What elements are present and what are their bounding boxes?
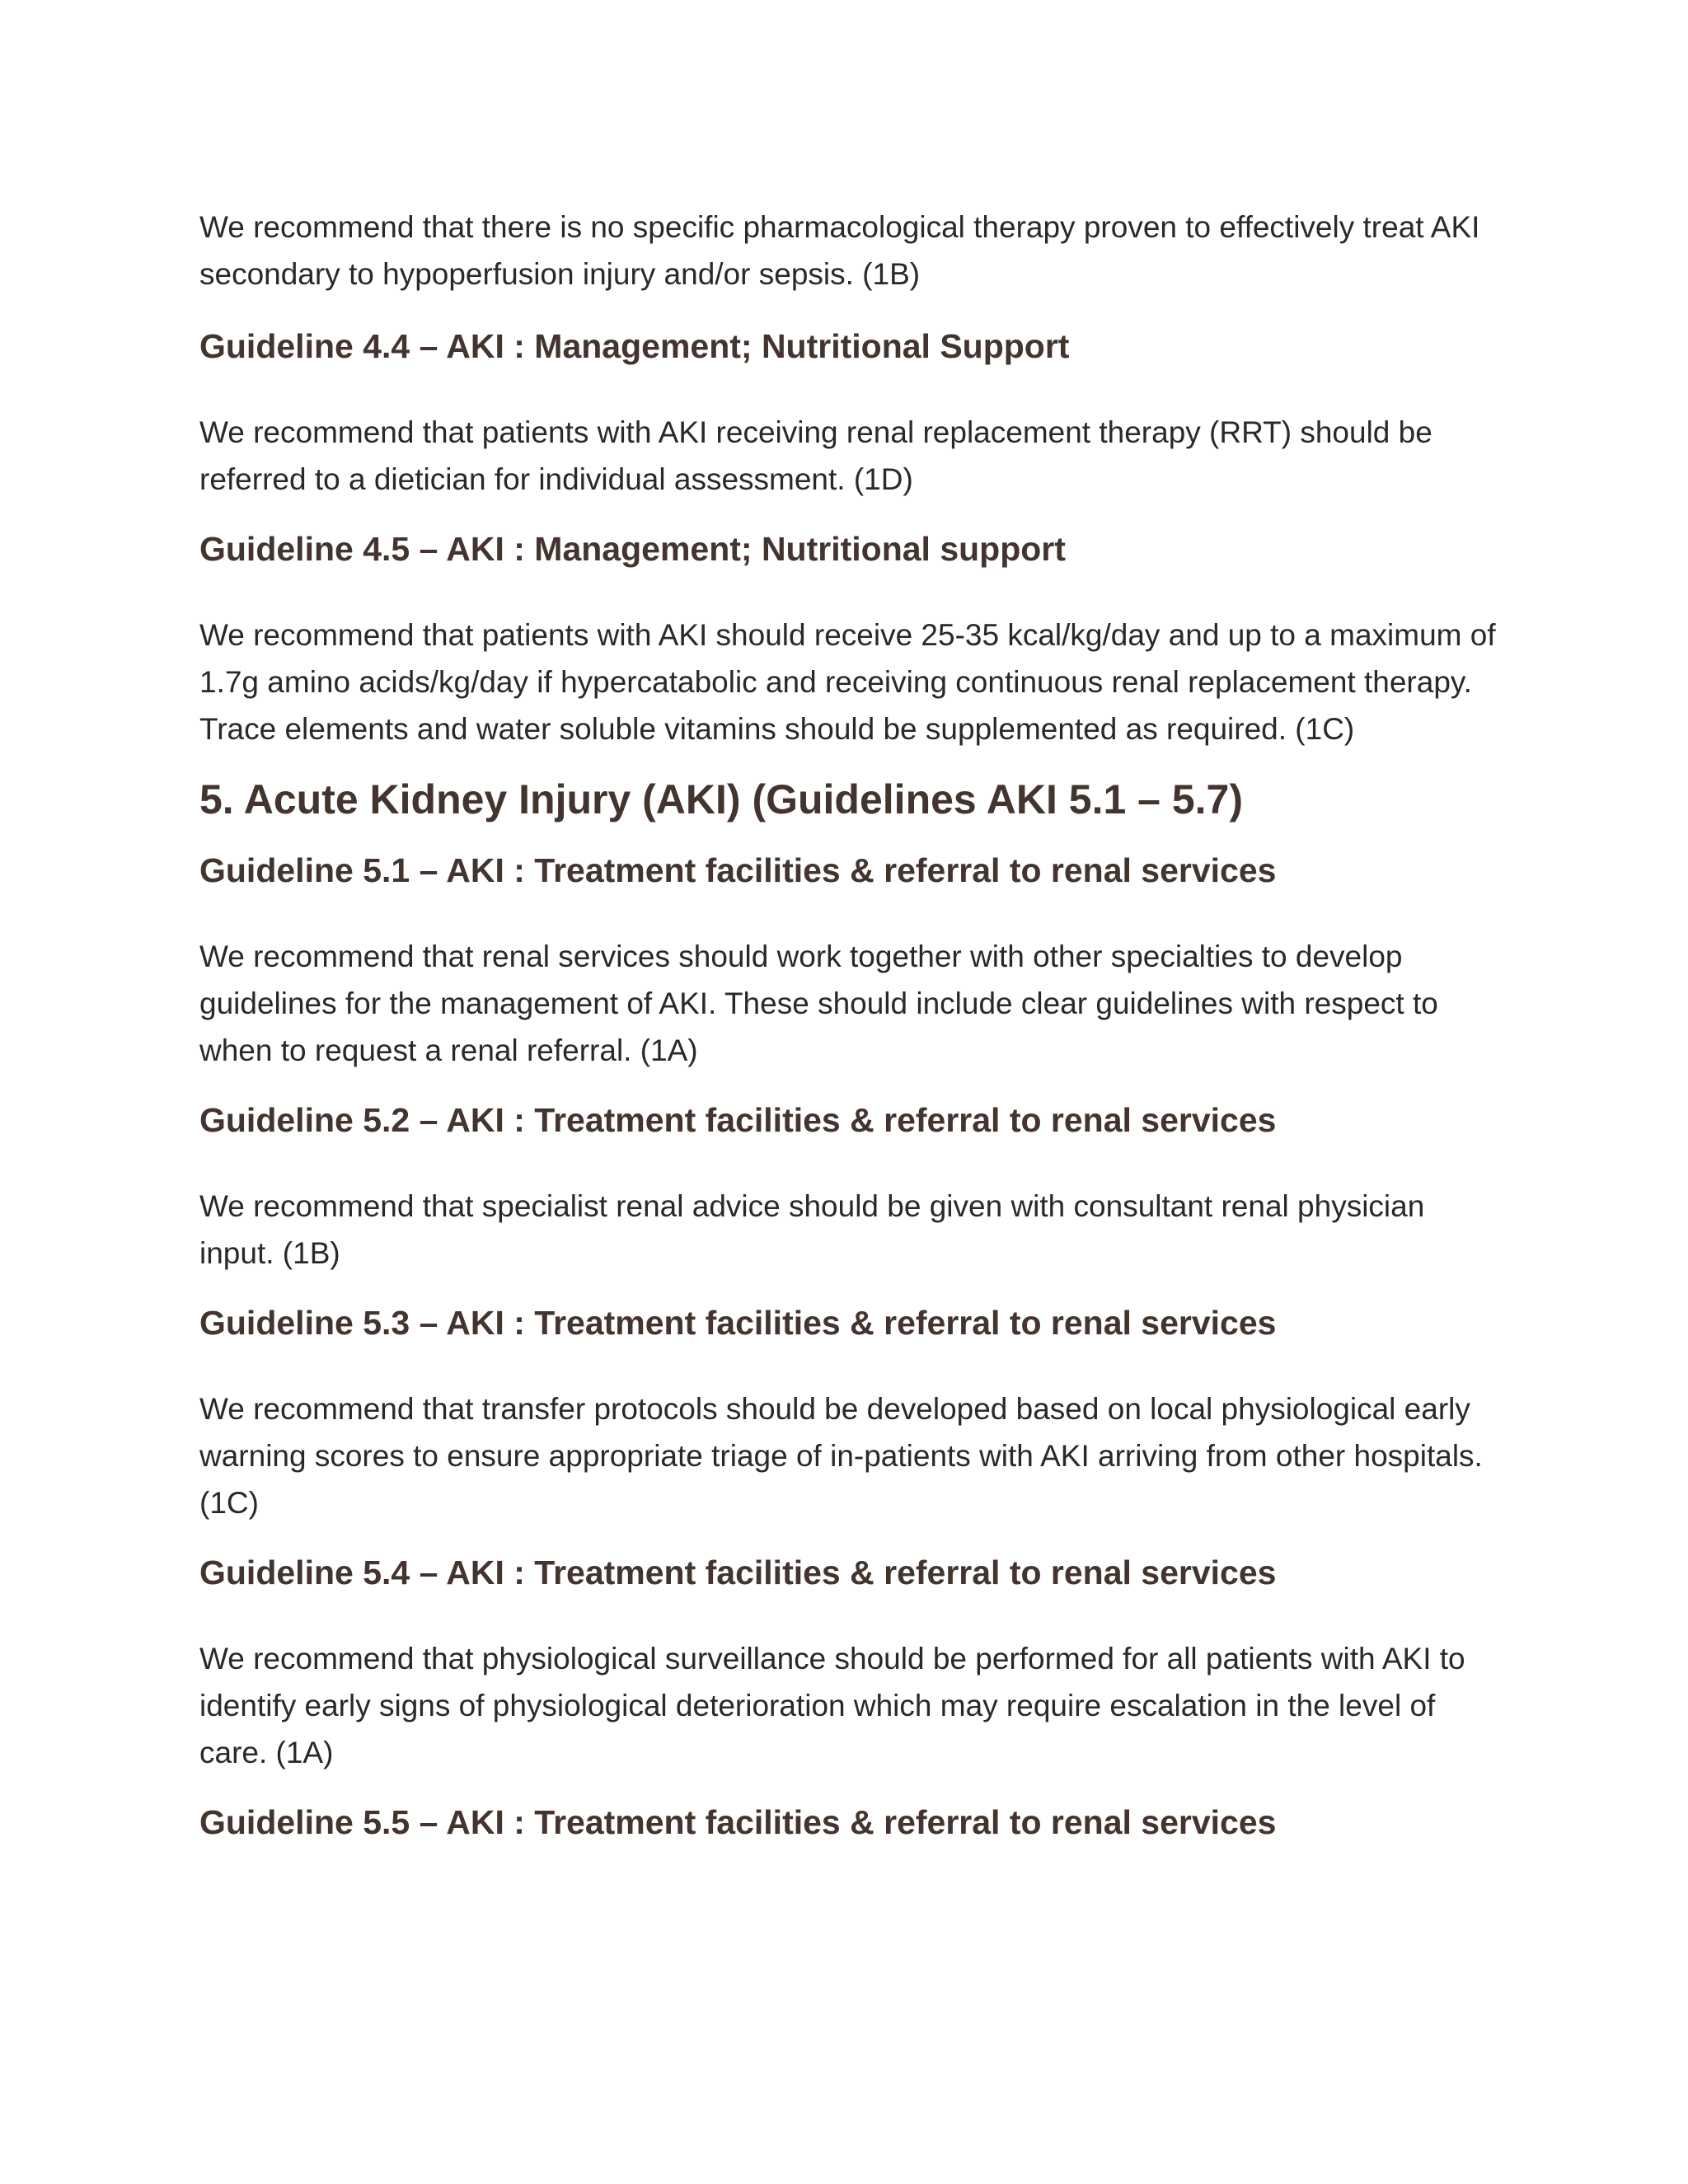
section-5-heading: 5. Acute Kidney Injury (AKI) (Guidelines AKI 5.1 – 5.7) [199, 776, 1244, 823]
guideline-5-2-heading: Guideline 5.2 – AKI : Treatment facilities & referral to renal services [199, 1101, 1277, 1139]
guideline-4-4-heading: Guideline 4.4 – AKI : Management; Nutritional Support [199, 327, 1070, 365]
guideline-4-5-text: We recommend that patients with AKI should receive 25-35 kcal/kg/day and up to a maximum of 1.7g amino acids/kg/day if hypercatabolic and receiving continuous renal replacement therapy. Trace elements and water soluble vitamins should be supplemented as required. (1C) [199, 618, 1496, 746]
guideline-5-2-text: We recommend that specialist renal advice should be given with consultant renal physician input. (1B) [199, 1189, 1425, 1270]
guideline-5-5-heading: Guideline 5.5 – AKI : Treatment facilities & referral to renal services [199, 1803, 1277, 1841]
guideline-4-5-heading: Guideline 4.5 – AKI : Management; Nutritional support [199, 530, 1066, 568]
guideline-5-4-heading: Guideline 5.4 – AKI : Treatment facilities & referral to renal services [199, 1554, 1277, 1591]
document-page [199, 204, 1502, 1844]
guideline-5-3-text: We recommend that transfer protocols should be developed based on local physiological early warning scores to ensure appropriate triage of in-patients with AKI arriving from other hospitals. (1C) [199, 1392, 1483, 1520]
guideline-5-1-text: We recommend that renal services should work together with other specialties to develop guidelines for the management of AKI. These should include clear guidelines with respect to when to request a renal referral. (1A) [199, 940, 1438, 1067]
recommendation-paragraph: We recommend that there is no specific pharmacological therapy proven to effectively treat AKI secondary to hypoperfusion injury and/or sepsis. (1B) [199, 210, 1480, 291]
guideline-4-4-text: We recommend that patients with AKI receiving renal replacement therapy (RRT) should be referred to a dietician for individual assessment. (1D) [199, 415, 1432, 496]
guideline-5-1-heading: Guideline 5.1 – AKI : Treatment facilities & referral to renal services [199, 851, 1277, 889]
guideline-5-4-text: We recommend that physiological surveillance should be performed for all patients with AKI to identify early signs of physiological deterioration which may require escalation in the level of care. (1A) [199, 1642, 1465, 1769]
guideline-5-3-heading: Guideline 5.3 – AKI : Treatment facilities & referral to renal services [199, 1304, 1277, 1342]
